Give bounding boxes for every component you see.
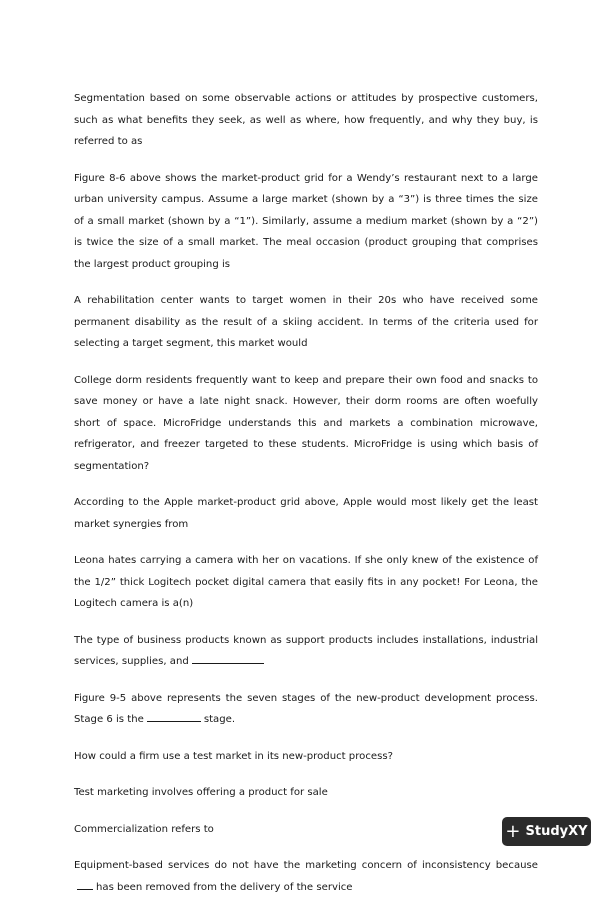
question-text: Equipment-based services do not have the marketing concern of inconsistency because bbox=[74, 860, 538, 871]
answer-blank bbox=[77, 879, 93, 890]
answer-blank bbox=[192, 653, 264, 664]
question-text: College dorm residents frequently want to keep and prepare their own food and snacks to save money or have a late night snack. However, their dorm rooms are often woefully short of space. MicroFridge understands this and markets a combination microwave, refrigerator, and freezer targeted to these students. MicroFridge is using which basis of segmentation? bbox=[74, 374, 538, 472]
plus-icon: + bbox=[505, 820, 521, 842]
logo-text: StudyXY bbox=[525, 824, 588, 839]
question-text: Test marketing involves offering a product for sale bbox=[74, 787, 328, 798]
document-body bbox=[74, 88, 538, 913]
question-text: According to the Apple market-product grid above, Apple would most likely get the least market synergies from bbox=[74, 497, 538, 530]
question-with-blank bbox=[74, 630, 538, 673]
question-text: Leona hates carrying a camera with her on vacations. If she only knew of the existence of the 1/2” thick Logitech pocket digital camera that easily fits in any pocket! For Leona, the Logitech camera is a(n) bbox=[74, 555, 538, 609]
answer-blank bbox=[147, 711, 201, 722]
question-text-after: has been removed from the delivery of the service bbox=[96, 881, 353, 893]
question-text: Commercialization refers to bbox=[74, 823, 214, 835]
studyxy-logo bbox=[502, 817, 591, 846]
question-text: How could a firm use a test market in its new-product process? bbox=[74, 750, 393, 762]
question-with-blank bbox=[74, 855, 538, 898]
question-text: Segmentation based on some observable actions or attitudes by prospective customers, such as what benefits they seek, as well as where, how frequently, and why they buy, is referred to as bbox=[74, 93, 538, 147]
question-text: A rehabilitation center wants to target women in their 20s who have received some permanent disability as the result of a skiing accident. In terms of the criteria used for selecting a target segment, this market would bbox=[74, 295, 538, 349]
question-text-after: stage. bbox=[203, 714, 236, 725]
question-text: Figure 9-5 above represents the seven stages of the new-product development process. Stage 6 is the bbox=[74, 692, 538, 725]
question-text: Figure 8-6 above shows the market-product grid for a Wendy’s restaurant next to a large urban university campus. Assume a large market (shown by a “3”) is three times the size of a small market (shown by a “1”). Similarly, assume a medium market (shown by a “2”) is twice the size of a small market. The meal occasion (product grouping that comprises the largest product grouping is bbox=[74, 172, 538, 270]
question-with-blank bbox=[74, 688, 538, 731]
question-text: The type of business products known as support products includes installations, industrial services, supplies, and bbox=[74, 634, 538, 667]
